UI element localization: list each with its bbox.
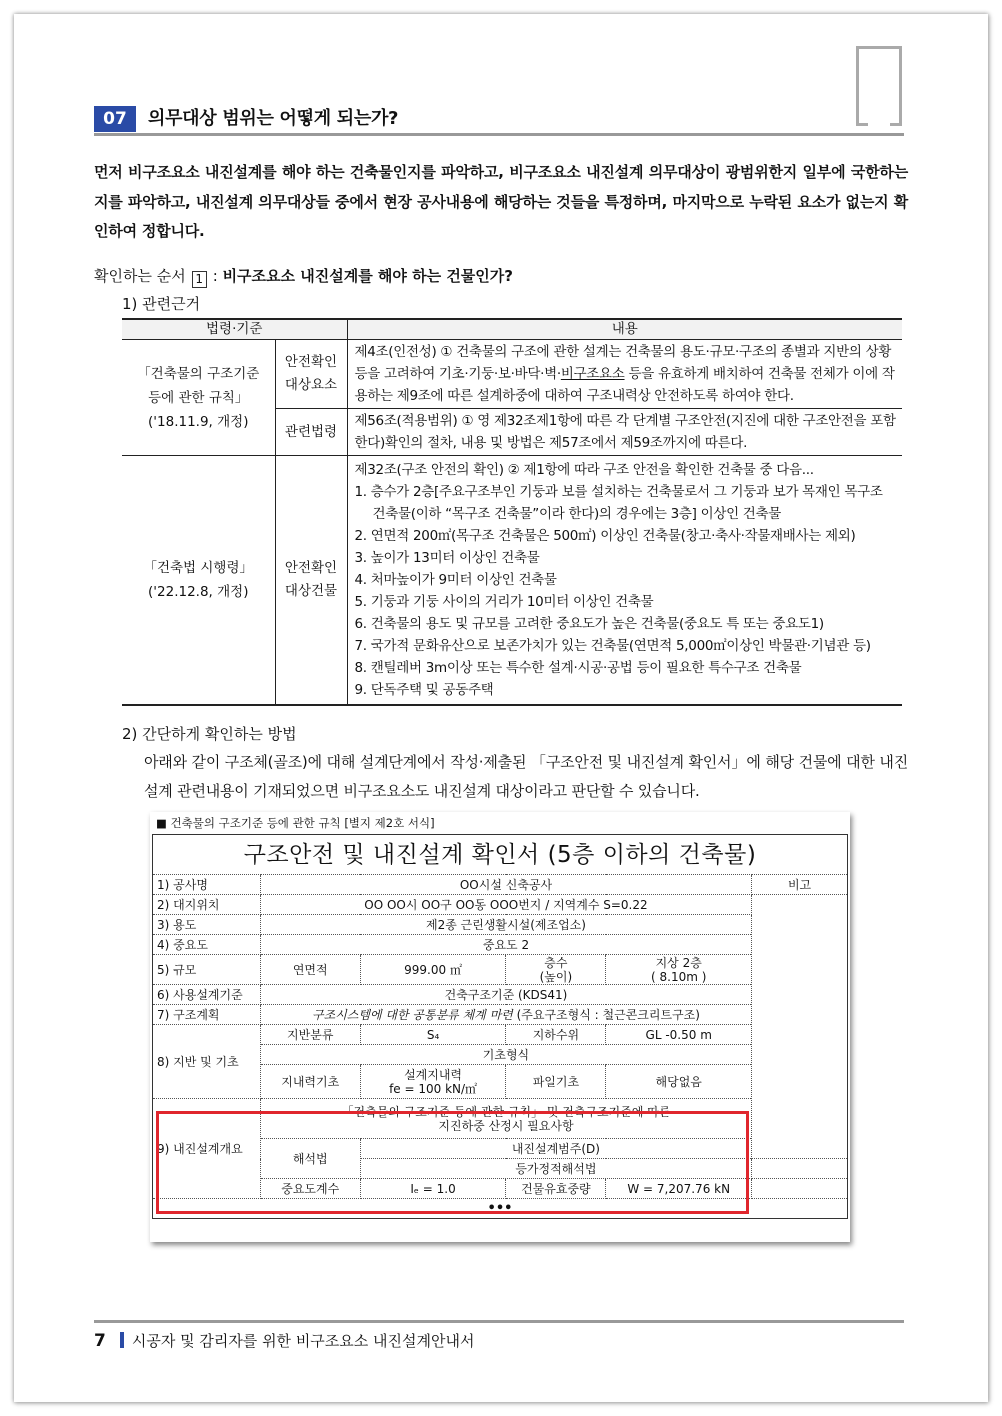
content-cell [347,456,902,706]
remark-column [752,895,848,1159]
confirmation-form-image [150,812,850,1242]
step-number-box: 1 [192,271,207,288]
page-number: 7 [94,1331,106,1351]
table-row [153,935,848,955]
form-title-row [153,835,848,875]
row-value: OO시설 신축공사 [260,875,751,895]
row-label: 8) 지반 및 기초 [153,1025,261,1099]
soil-label: 지반분류 [260,1025,360,1045]
seismic-category: 내진설계범주(D) [360,1139,751,1159]
content-cell: 제56조(적용범위) ① 영 제32조제1항에 따른 각 단계별 구조안전(지진에 대한 구조안전을 포함한다)확인의 절차, 내용 및 방법은 제57조에서 제59조까지에 따른다. [347,409,902,456]
effective-weight-value: W = 7,207.76 kN [606,1179,752,1199]
groundwater-value: GL -0.50 m [606,1025,752,1045]
structural-plan-text: (주요구조형식 : 철근콘크리트구조) [512,1007,700,1022]
row-label: 1) 공사명 [153,875,261,895]
row-label: 5) 규모 [153,955,261,985]
step-title: 비구조요소 내진설계를 해야 하는 건물인가? [222,267,513,285]
remark-cell [752,1179,848,1199]
row-value: 제2종 근린생활시설(제조업소) [260,915,751,935]
table-row [153,875,848,895]
section-number: 07 [94,106,136,132]
table-row [153,955,848,985]
subheading-legal-basis: 1) 관련근거 [122,295,201,313]
floors-value-line: ( 8.10m ) [651,969,707,984]
continuation-dots: ••• [153,1199,848,1219]
row-label: 7) 구조계획 [153,1005,261,1025]
law-name-cell [122,340,275,456]
row-label: 2) 대지위치 [153,895,261,915]
header-law: 법령·기준 [122,319,347,340]
step-colon: : [212,267,218,285]
table-row [122,456,902,706]
table-header-row [122,319,902,340]
list-item: 3. 높이가 13미터 이상인 건축물 [354,550,540,566]
floors-label [506,955,606,985]
table-row [153,985,848,1005]
design-bearing-value: fe = 100 kN/㎡ [389,1081,478,1096]
floors-label-line: 층수 [544,955,568,970]
groundwater-label: 지하수위 [506,1025,606,1045]
intro-paragraph: 먼저 비구조요소 내진설계를 해야 하는 건축물인지를 파악하고, 비구조요소 내진설계 의무대상이 광범위한지 일부에 국한하는지를 파악하고, 내진설계 의무대상들 중에서 현장 공사내용에 해당하는 것들을 특정하며, 마지막으로 누락된 요소가 없는지 확인하여 정합니다. [94,163,908,240]
design-bearing [360,1065,506,1099]
law-line: 등에 관한 규칙」 [148,389,249,406]
law-line: 「건축법 시행령」 [143,560,254,576]
row-label: 4) 중요도 [153,935,261,955]
list-item: 8. 캔틸레버 3m이상 또는 특수한 설계·시공·공법 등이 필요한 특수구조 건축물 [354,660,802,676]
category-line: 안전확인 [284,560,338,576]
content-lead: 제32조(구조 안전의 확인) ② 제1항에 따라 구조 안전을 확인한 건축물 중 다음... [354,462,814,478]
table-row [153,915,848,935]
row-label: 6) 사용설계기준 [153,985,261,1005]
design-bearing-label: 설계지내력 [404,1067,463,1082]
table-row [153,895,848,915]
quick-check-paragraph: 아래와 같이 구조체(골조)에 대해 설계단계에서 작성·제출된 「구조안전 및 내진설계 확인서」에 해당 건물에 대한 내진설계 관련내용이 기재되었으면 비구조요소도 내진설계 대상이라고 판단할 수 있습니다. [144,753,908,800]
table-row [153,1005,848,1025]
area-value: 999.00 ㎡ [360,955,506,985]
seismic-basis [260,1099,751,1139]
foundation-type-label: 기초형식 [260,1045,751,1065]
law-line: 「건축물의 구조기준 [137,365,260,382]
list-item: 4. 처마높이가 9미터 이상인 건축물 [354,572,557,588]
table-row [153,1025,848,1045]
list-item: 7. 국가적 문화유산으로 보존가치가 있는 건축물(연면적 5,000㎡이상인 박물관·기념관 등) [354,638,871,654]
row-value [260,1005,751,1025]
footer [94,1330,474,1352]
analysis-method-label: 해석법 [260,1139,360,1179]
pile-value: 해당없음 [606,1065,752,1099]
law-line: ('18.11.9, 개정) [148,413,249,430]
row-value: 건축구조기준 (KDS41) [260,985,751,1005]
floors-value-line: 지상 2층 [655,955,702,970]
area-label: 연면적 [260,955,360,985]
law-line: ('22.12.8, 개정) [148,584,249,600]
table-row [122,340,902,409]
floors-label-line: (높이) [539,969,573,984]
category-cell: 관련법령 [275,409,347,456]
seismic-basis-line: 「건축물의 구조기준 등에 관한 규칙」 및 건축구조기준에 따른 [341,1104,671,1119]
content-underlined: 비구조요소 [560,366,625,382]
table-row [153,1199,848,1219]
category-line: 대상건물 [284,583,338,599]
category-cell [275,340,347,409]
section-header [94,104,904,136]
row-value: 중요도 2 [260,935,751,955]
pile-label: 파일기초 [506,1065,606,1099]
floors-value [606,955,752,985]
table-row [153,1099,848,1139]
form-caption: ■ 건축물의 구조기준 등에 관한 규칙 [별지 제2호 서식] [156,816,435,830]
row-value: OO OO시 OO구 OO동 OOO번지 / 지역계수 S=0.22 [260,895,751,915]
category-cell [275,456,347,706]
list-item: 6. 건축물의 용도 및 규모를 고려한 중요도가 높은 건축물(중요도 특 또는 중요도1) [354,616,824,632]
subheading-quick-check: 2) 간단하게 확인하는 방법 [122,725,297,743]
analysis-method: 등가정적해석법 [360,1159,751,1179]
importance-factor-label: 중요도계수 [260,1179,360,1199]
section-title: 의무대상 범위는 어떻게 되는가? [148,108,399,129]
structural-plan-italic: 구조시스템에 대한 공통분류 체계 마련 [312,1007,513,1022]
step-heading [94,264,513,288]
confirmation-form-table [152,834,848,1219]
footer-divider [94,1320,904,1323]
category-line: 안전확인 [284,354,338,370]
list-item: 2. 연면적 200㎡(목구조 건축물은 500㎡) 이상인 건축물(창고·축사·작물재배사는 제외) [354,528,856,544]
remark-header: 비고 [752,875,848,895]
bearing-label: 지내력기초 [260,1065,360,1099]
soil-value: S₄ [360,1025,506,1045]
step-label: 확인하는 순서 [94,267,186,285]
law-name-cell [122,456,275,706]
footer-bar-icon [120,1332,124,1348]
content-text: 제4조(인전성) ① 건축물의 구조에 관한 설계는 건축물의 용도·규모·구조의 종별과 지반의 상황 등을 고려하여 기초·기둥·보·바닥·벽· [354,344,892,382]
footer-title: 시공자 및 감리자를 위한 비구조요소 내진설계안내서 [131,1332,475,1350]
importance-factor-value: Iₑ = 1.0 [360,1179,506,1199]
row-label: 3) 용도 [153,915,261,935]
form-title: 구조안전 및 내진설계 확인서 (5층 이하의 건축물) [153,835,848,875]
list-item: 5. 기둥과 기둥 사이의 거리가 10미터 이상인 건축물 [354,594,654,610]
category-line: 대상요소 [284,377,338,393]
content-text: 등을 유효하게 배치하여 건축물 전체가 이에 작용하는 제9조에 따른 설계하중에 대하여 구조내력상 안전하도록 하여야 한다. [354,366,895,404]
content-cell [347,340,902,409]
effective-weight-label: 건물유효중량 [506,1179,606,1199]
remark-cell [752,1159,848,1179]
list-item: 9. 단독주택 및 공동주택 [354,682,494,698]
list-item: 1. 층수가 2층[주요구조부인 기둥과 보를 설치하는 건축물로서 그 기둥과 보가 목재인 목구조 건축물(이하 “목구조 건축물”이라 한다)의 경우에는 3층] 이상인 건축물 [354,484,883,522]
header-content: 내용 [347,319,902,340]
seismic-basis-line: 지진하중 산정시 필요사항 [438,1118,574,1133]
row-label: 9) 내진설계개요 [153,1099,261,1199]
legal-basis-table [122,318,902,706]
